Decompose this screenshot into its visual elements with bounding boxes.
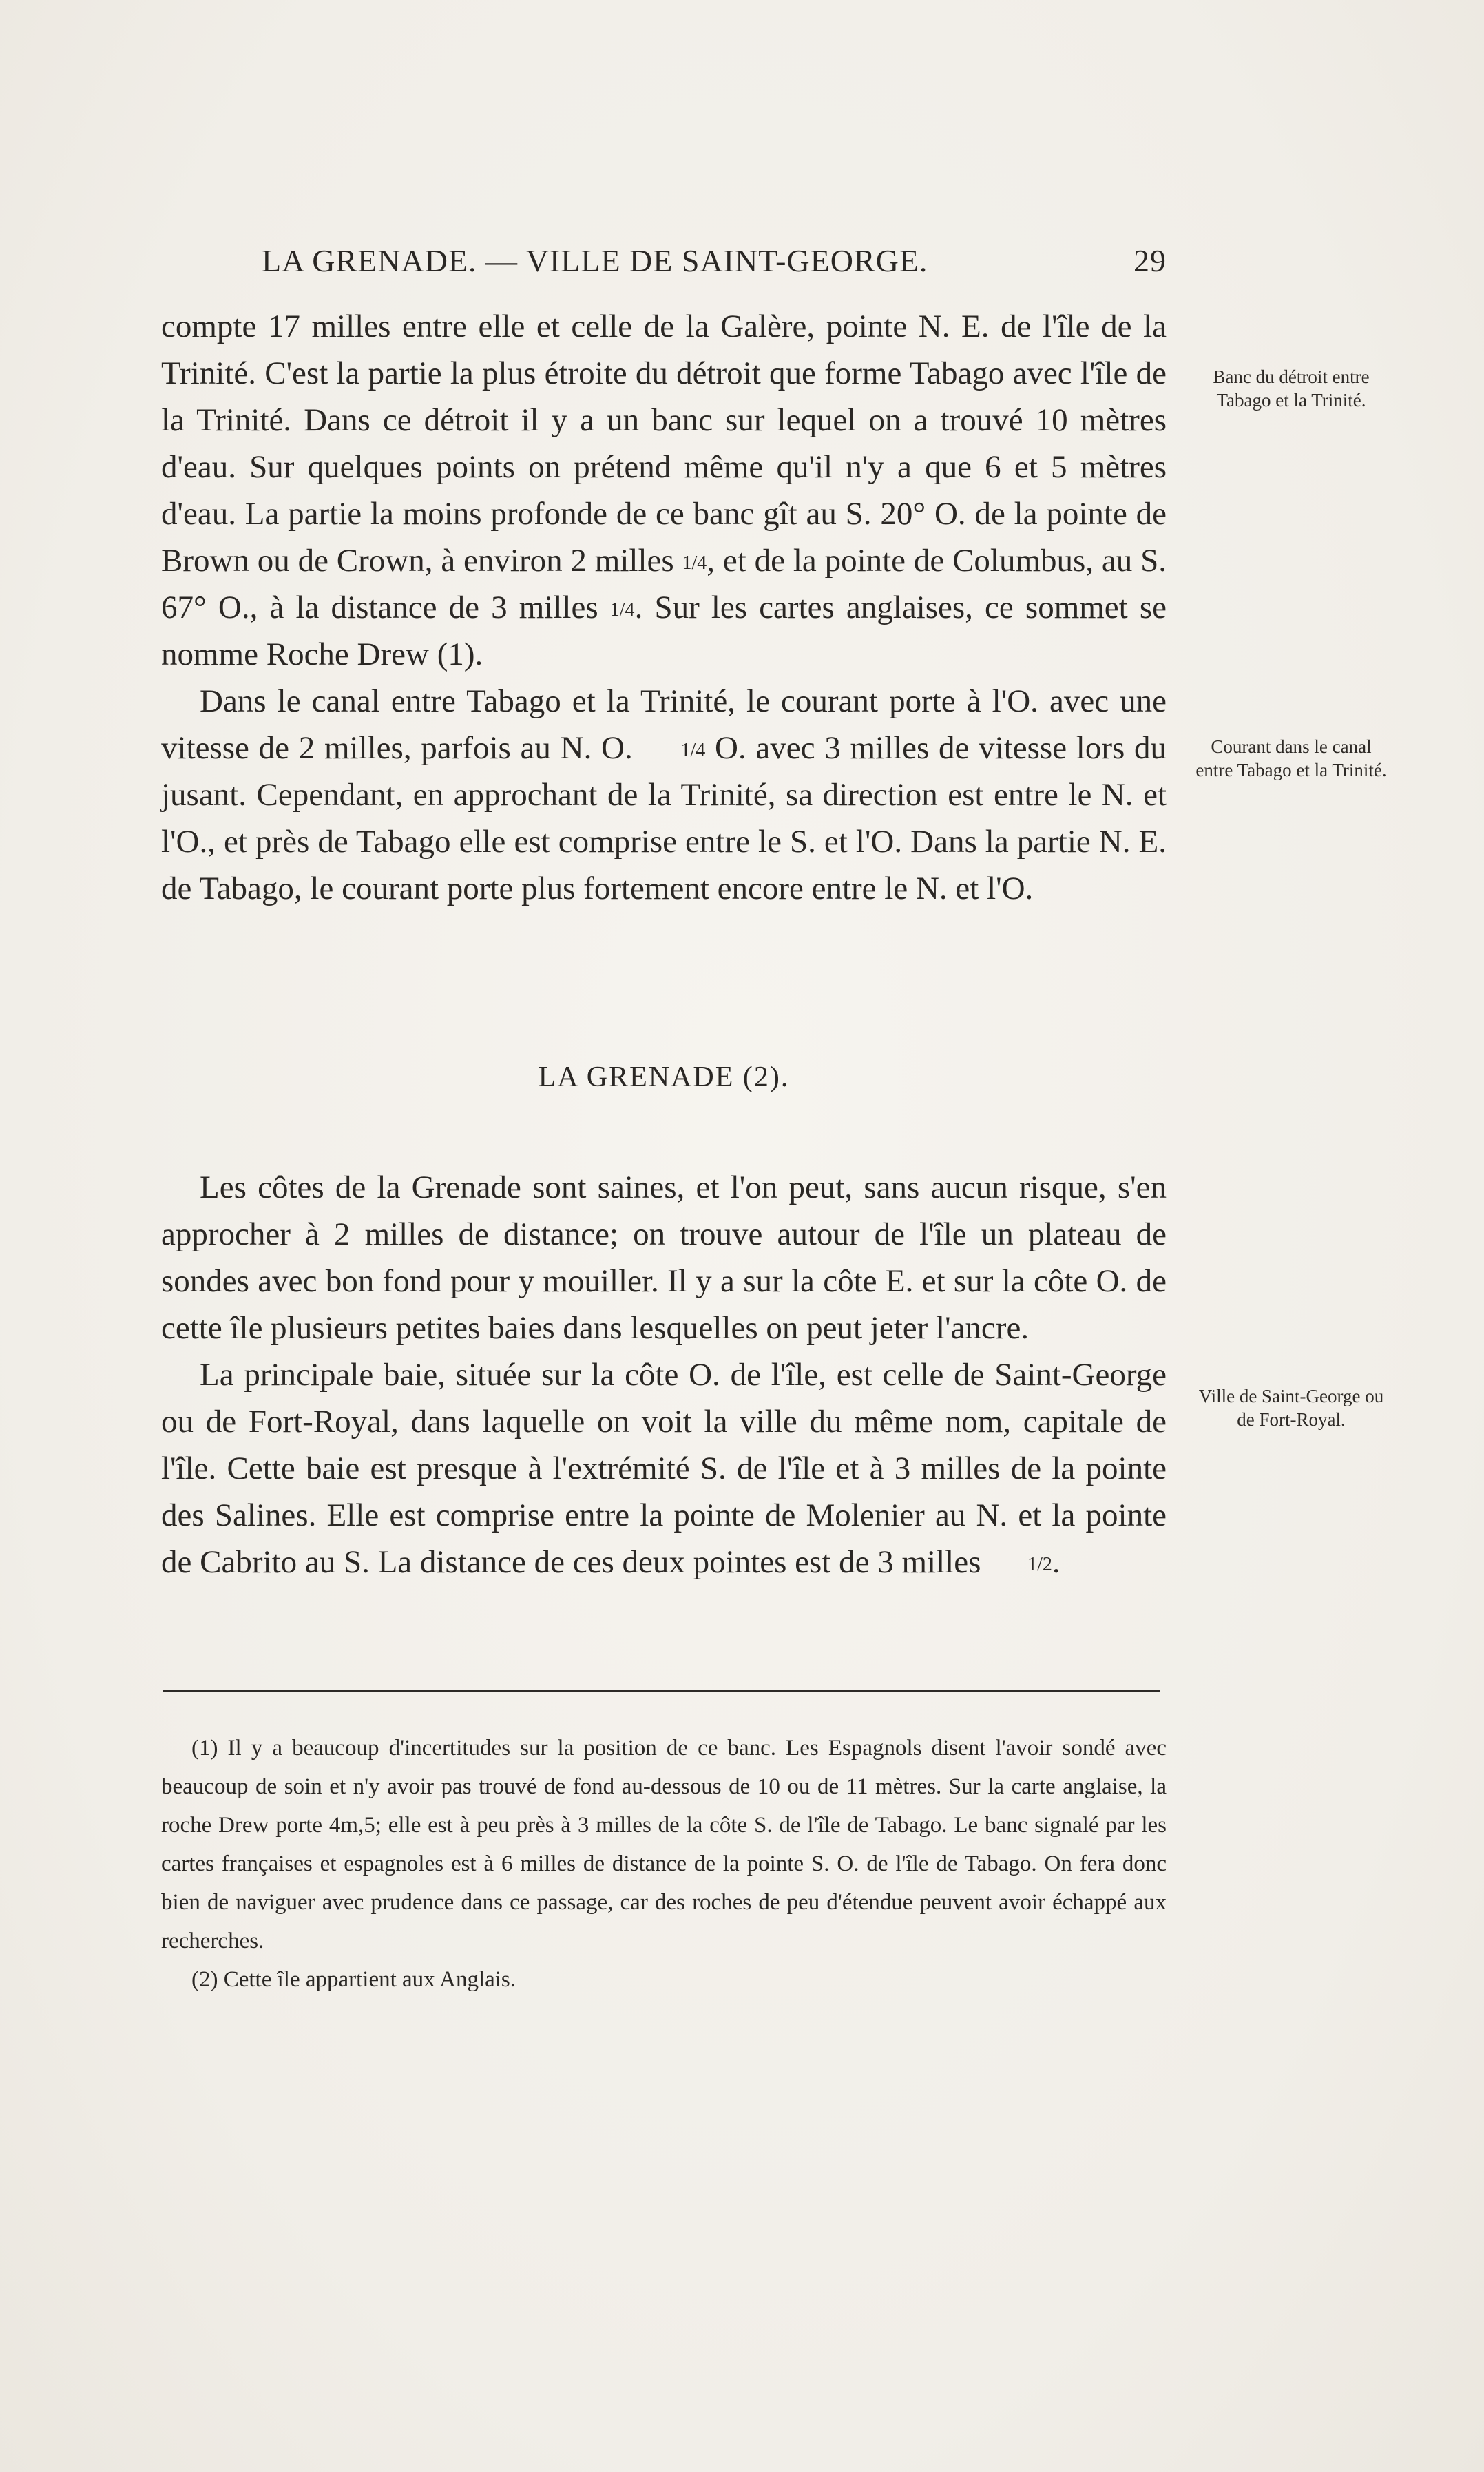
footnote-1: (1) Il y a beaucoup d'incertitudes sur la position de ce banc. Les Espagnols disent l'avoir sondé avec beaucoup de soin et n'y avoir pas trouvé de fond au-dessous de 10 ou de 11 mètres. Sur la carte anglaise, la roche Drew porte 4m,5; elle est à peu près à 3 milles de la côte S. de l'île de Tabago. Le banc signalé par les cartes françaises et espagnoles est à 6 milles de distance de la pointe S. O. de l'île de Tabago. On fera donc bien de naviguer avec prudence dans ce passage, car des roches de peu d'étendue peuvent avoir échappé aux recherches.	[161, 1736, 1167, 1953]
fraction: 1/4	[682, 552, 707, 574]
paragraph-baie	[161, 1351, 1167, 1586]
paragraph-text: O. avec 3 milles de vitesse lors du jusant. Cependant, en approchant de la Trinité, sa direction est entre le N. et l'O., et près de Tabago elle est comprise entre le S. et l'O. Dans la partie N. E. de Tabago, le courant porte plus fortement encore entre le N. et l'O.	[161, 730, 1167, 906]
running-header	[262, 242, 1212, 291]
fraction: 1/2	[1027, 1554, 1052, 1576]
fraction: 1/4	[680, 740, 706, 762]
text-block-tabago	[161, 303, 1167, 912]
footnote-divider	[163, 1690, 1160, 1692]
page-number: 29	[1133, 243, 1167, 278]
margin-note-courant: Courant dans le canal entre Tabago et la Trinité.	[1195, 736, 1387, 780]
header-title: LA GRENADE. — VILLE DE SAINT-GEORGE.	[262, 243, 928, 278]
paragraph-courant	[161, 678, 1167, 912]
paragraph-cotes: Les côtes de la Grenade sont saines, et l'on peut, sans aucun risque, s'en approcher à 2 milles de distance; on trouve autour de l'île un plateau de sondes avec bon fond pour y mouiller. Il y a sur la côte E. et sur la côte O. de cette île plusieurs petites baies dans lesquelles on peut jeter l'ancre.	[161, 1170, 1167, 1346]
paragraph-text: compte 17 milles entre elle et celle de la Galère, pointe N. E. de l'île de la Trinité. C'est la partie la plus étroite du détroit que forme Tabago avec l'île de la Trinité. Dans ce détroit il y a un banc sur lequel on a trouvé 10 mètres d'eau. Sur quelques points on prétend même qu'il n'y a que 6 et 5 mètres d'eau. La partie la moins profonde de ce banc gît au S. 20° O. de la pointe de Brown ou de Crown, à environ 2 milles	[161, 309, 1167, 579]
margin-note-ville: Ville de Saint-George ou de Fort-Royal.	[1198, 1386, 1384, 1430]
paragraph-text: , et de la pointe de Columbus, au S. 67° O., à la distance de 3 milles	[161, 543, 1167, 625]
paragraph-text: Dans le canal entre Tabago et la Trinité, le courant porte à l'O. avec une vitesse de 2 milles, parfois au N. O.	[161, 683, 1167, 766]
fraction: 1/4	[609, 599, 635, 621]
footnote-2: (2) Cette île appartient aux Anglais.	[191, 1967, 516, 1992]
paragraph-text: .	[1052, 1544, 1060, 1580]
paragraph-text: . Sur les cartes anglaises, ce sommet se nomme Roche Drew (1).	[161, 590, 1167, 672]
section-title: LA GRENADE (2).	[538, 1061, 790, 1093]
paragraph-text: La principale baie, située sur la côte O. de l'île, est celle de Saint-George ou de Fort-Royal, dans laquelle on voit la ville du même nom, capitale de l'île. Cette baie est presque à l'extrémité S. de l'île et à 3 milles de la pointe des Salines. Elle est comprise entre la pointe de Molenier au N. et la pointe de Cabrito au S. La distance de ces deux pointes est de 3 milles	[161, 1357, 1167, 1580]
text-block-grenade	[161, 1164, 1167, 1586]
footnotes	[161, 1729, 1167, 1999]
margin-note-banc: Banc du détroit entre Tabago et la Trinité.	[1213, 366, 1370, 411]
paragraph-banc	[161, 303, 1167, 678]
